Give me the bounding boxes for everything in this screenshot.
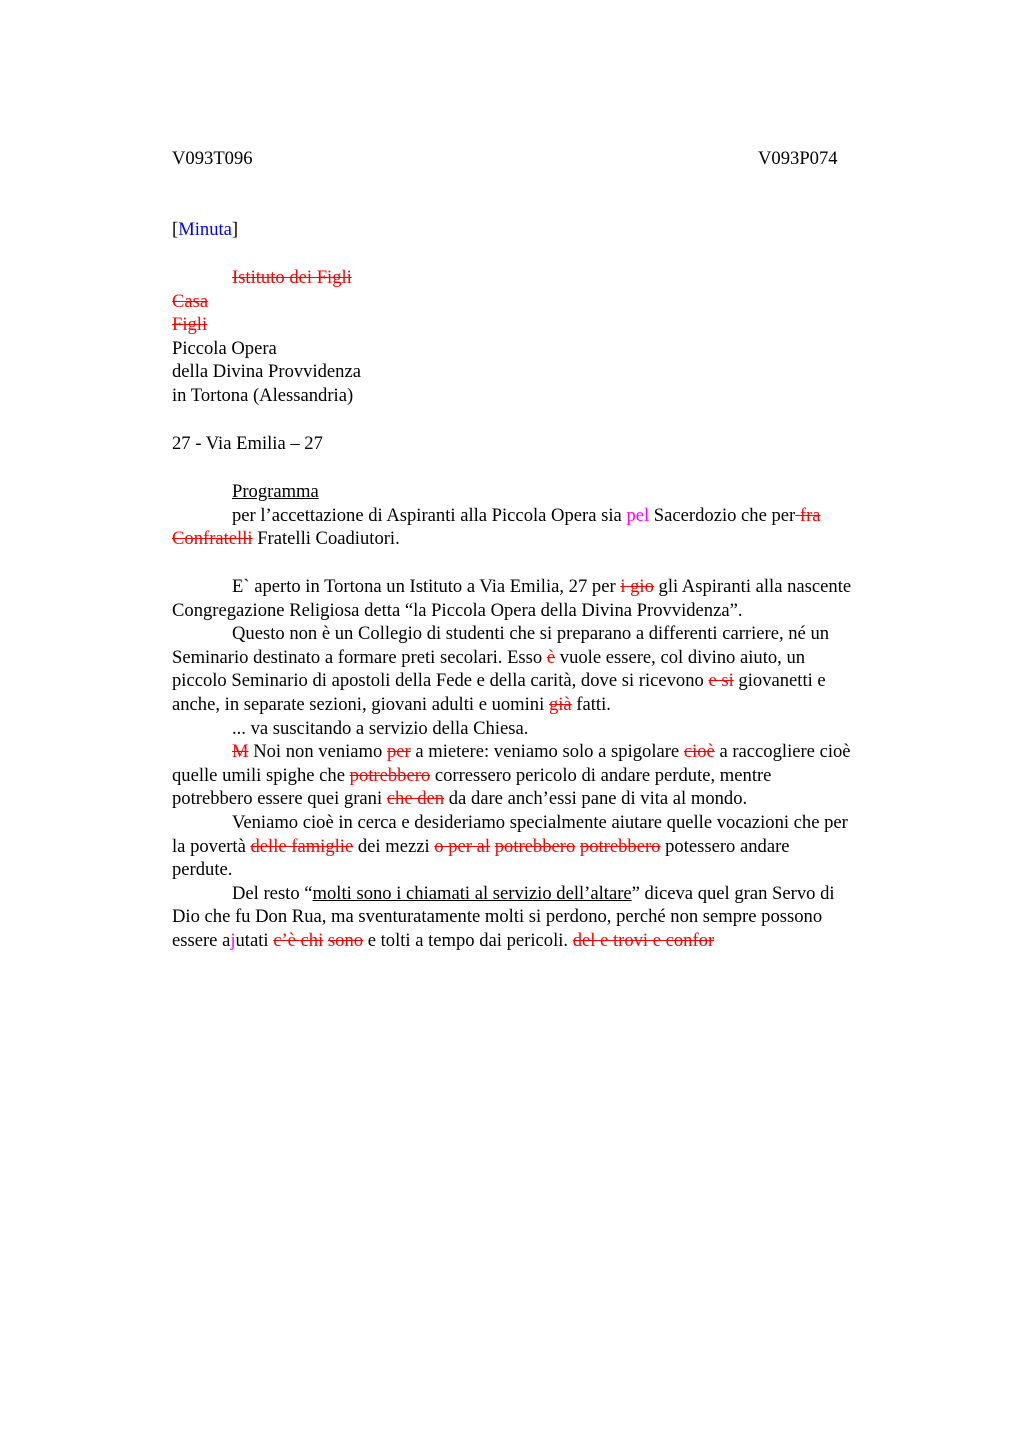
deleted-text: è: [546, 646, 556, 668]
deleted-text: per: [386, 741, 411, 763]
paragraph-line: M Noi non veniamo per a mietere: veniamo solo a spigolare cioè a raccogliere cioè: [232, 741, 851, 763]
deleted-text: Casa: [172, 290, 209, 312]
deleted-text: c’è chi: [273, 929, 324, 951]
deleted-text: potrebbero: [494, 835, 576, 857]
deleted-text: delle famiglie: [250, 835, 354, 857]
letterhead: [172, 266, 932, 408]
letterhead-line: della Divina Provvidenza: [172, 361, 361, 383]
deleted-text: potrebbero: [579, 835, 661, 857]
paragraph-line: ... va suscitando a servizio della Chiesa.: [232, 717, 529, 739]
paragraph-line: la povertà delle famiglie dei mezzi o per al potrebbero potrebbero potessero andare: [172, 835, 790, 857]
paragraph-line: E` aperto in Tortona un Istituto a Via Emilia, 27 per i gio gli Aspiranti alla nascente: [232, 576, 852, 597]
paragraph-line: perdute.: [172, 859, 233, 881]
deleted-text: del e trovi e confor: [572, 929, 715, 951]
deleted-text: già: [548, 693, 572, 715]
programma-block: Programma per l’accettazione di Aspiranti alla Piccola Opera sia pel Sacerdozio che per fra Confratelli Fratelli Coadiutori.: [172, 481, 821, 550]
header-left-code: V093T096: [172, 148, 253, 169]
deleted-text: fra: [795, 504, 821, 526]
paragraph-line: anche, in separate sezioni, giovani adulti e uomini già fatti.: [172, 693, 611, 715]
header-right-code: V093P074: [758, 148, 838, 169]
paragraph-line: potrebbero essere quei grani che den da dare anch’essi pane di vita al mondo.: [172, 788, 748, 810]
paragraph-line: Veniamo cioè in cerca e desideriamo specialmente aiutare quelle vocazioni che per: [232, 811, 848, 833]
minuta-word: Minuta: [178, 219, 232, 240]
paragraph-line: piccolo Seminario di apostoli della Fede e della carità, dove si ricevono e si giovanetti e: [172, 670, 826, 692]
deleted-text: sono: [327, 929, 364, 951]
paragraph-line: Seminario destinato a formare preti secolari. Esso è vuole essere, col divino aiuto, un: [172, 646, 806, 668]
paragraph-line: quelle umili spighe che potrebbero corressero pericolo di andare perdute, mentre: [172, 764, 772, 786]
deleted-text: o per al: [434, 835, 491, 857]
deleted-text: che den: [386, 788, 445, 810]
deleted-text: i gio: [620, 576, 654, 597]
deleted-text: M: [232, 741, 249, 763]
inserted-text: j: [230, 929, 236, 951]
paragraph-line: Del resto “molti sono i chiamati al servizio dell’altare” diceva quel gran Servo di: [232, 882, 835, 904]
deleted-text: e si: [708, 670, 734, 692]
paragraph-line: essere ajutati c’è chi sono e tolti a tempo dai pericoli. del e trovi e confor: [172, 929, 715, 951]
minuta-label: [Minuta]: [172, 219, 239, 240]
deleted-text: Figli: [172, 314, 208, 336]
deleted-text: Istituto dei Figli: [232, 267, 352, 288]
paragraph-line: Congregazione Religiosa detta “la Piccola Opera della Divina Provvidenza”.: [172, 599, 743, 621]
body-text: [172, 575, 932, 953]
letterhead-line: in Tortona (Alessandria): [172, 384, 354, 406]
letterhead-line: Piccola Opera: [172, 337, 277, 359]
inserted-text: pel: [626, 504, 650, 526]
paragraph-line: Dio che fu Don Rua, ma sventuratamente molti si perdono, perché non sempre possono: [172, 906, 823, 928]
deleted-text: cioè: [683, 741, 715, 763]
address: 27 - Via Emilia – 27: [172, 433, 323, 454]
paragraph-line: Questo non è un Collegio di studenti che si preparano a differenti carriere, né un: [232, 623, 830, 645]
programma-title: Programma: [232, 481, 319, 502]
deleted-text: Confratelli: [172, 528, 253, 550]
deleted-text: potrebbero: [349, 764, 431, 786]
underlined-quote: molti sono i chiamati al servizio dell’altare: [312, 882, 632, 904]
